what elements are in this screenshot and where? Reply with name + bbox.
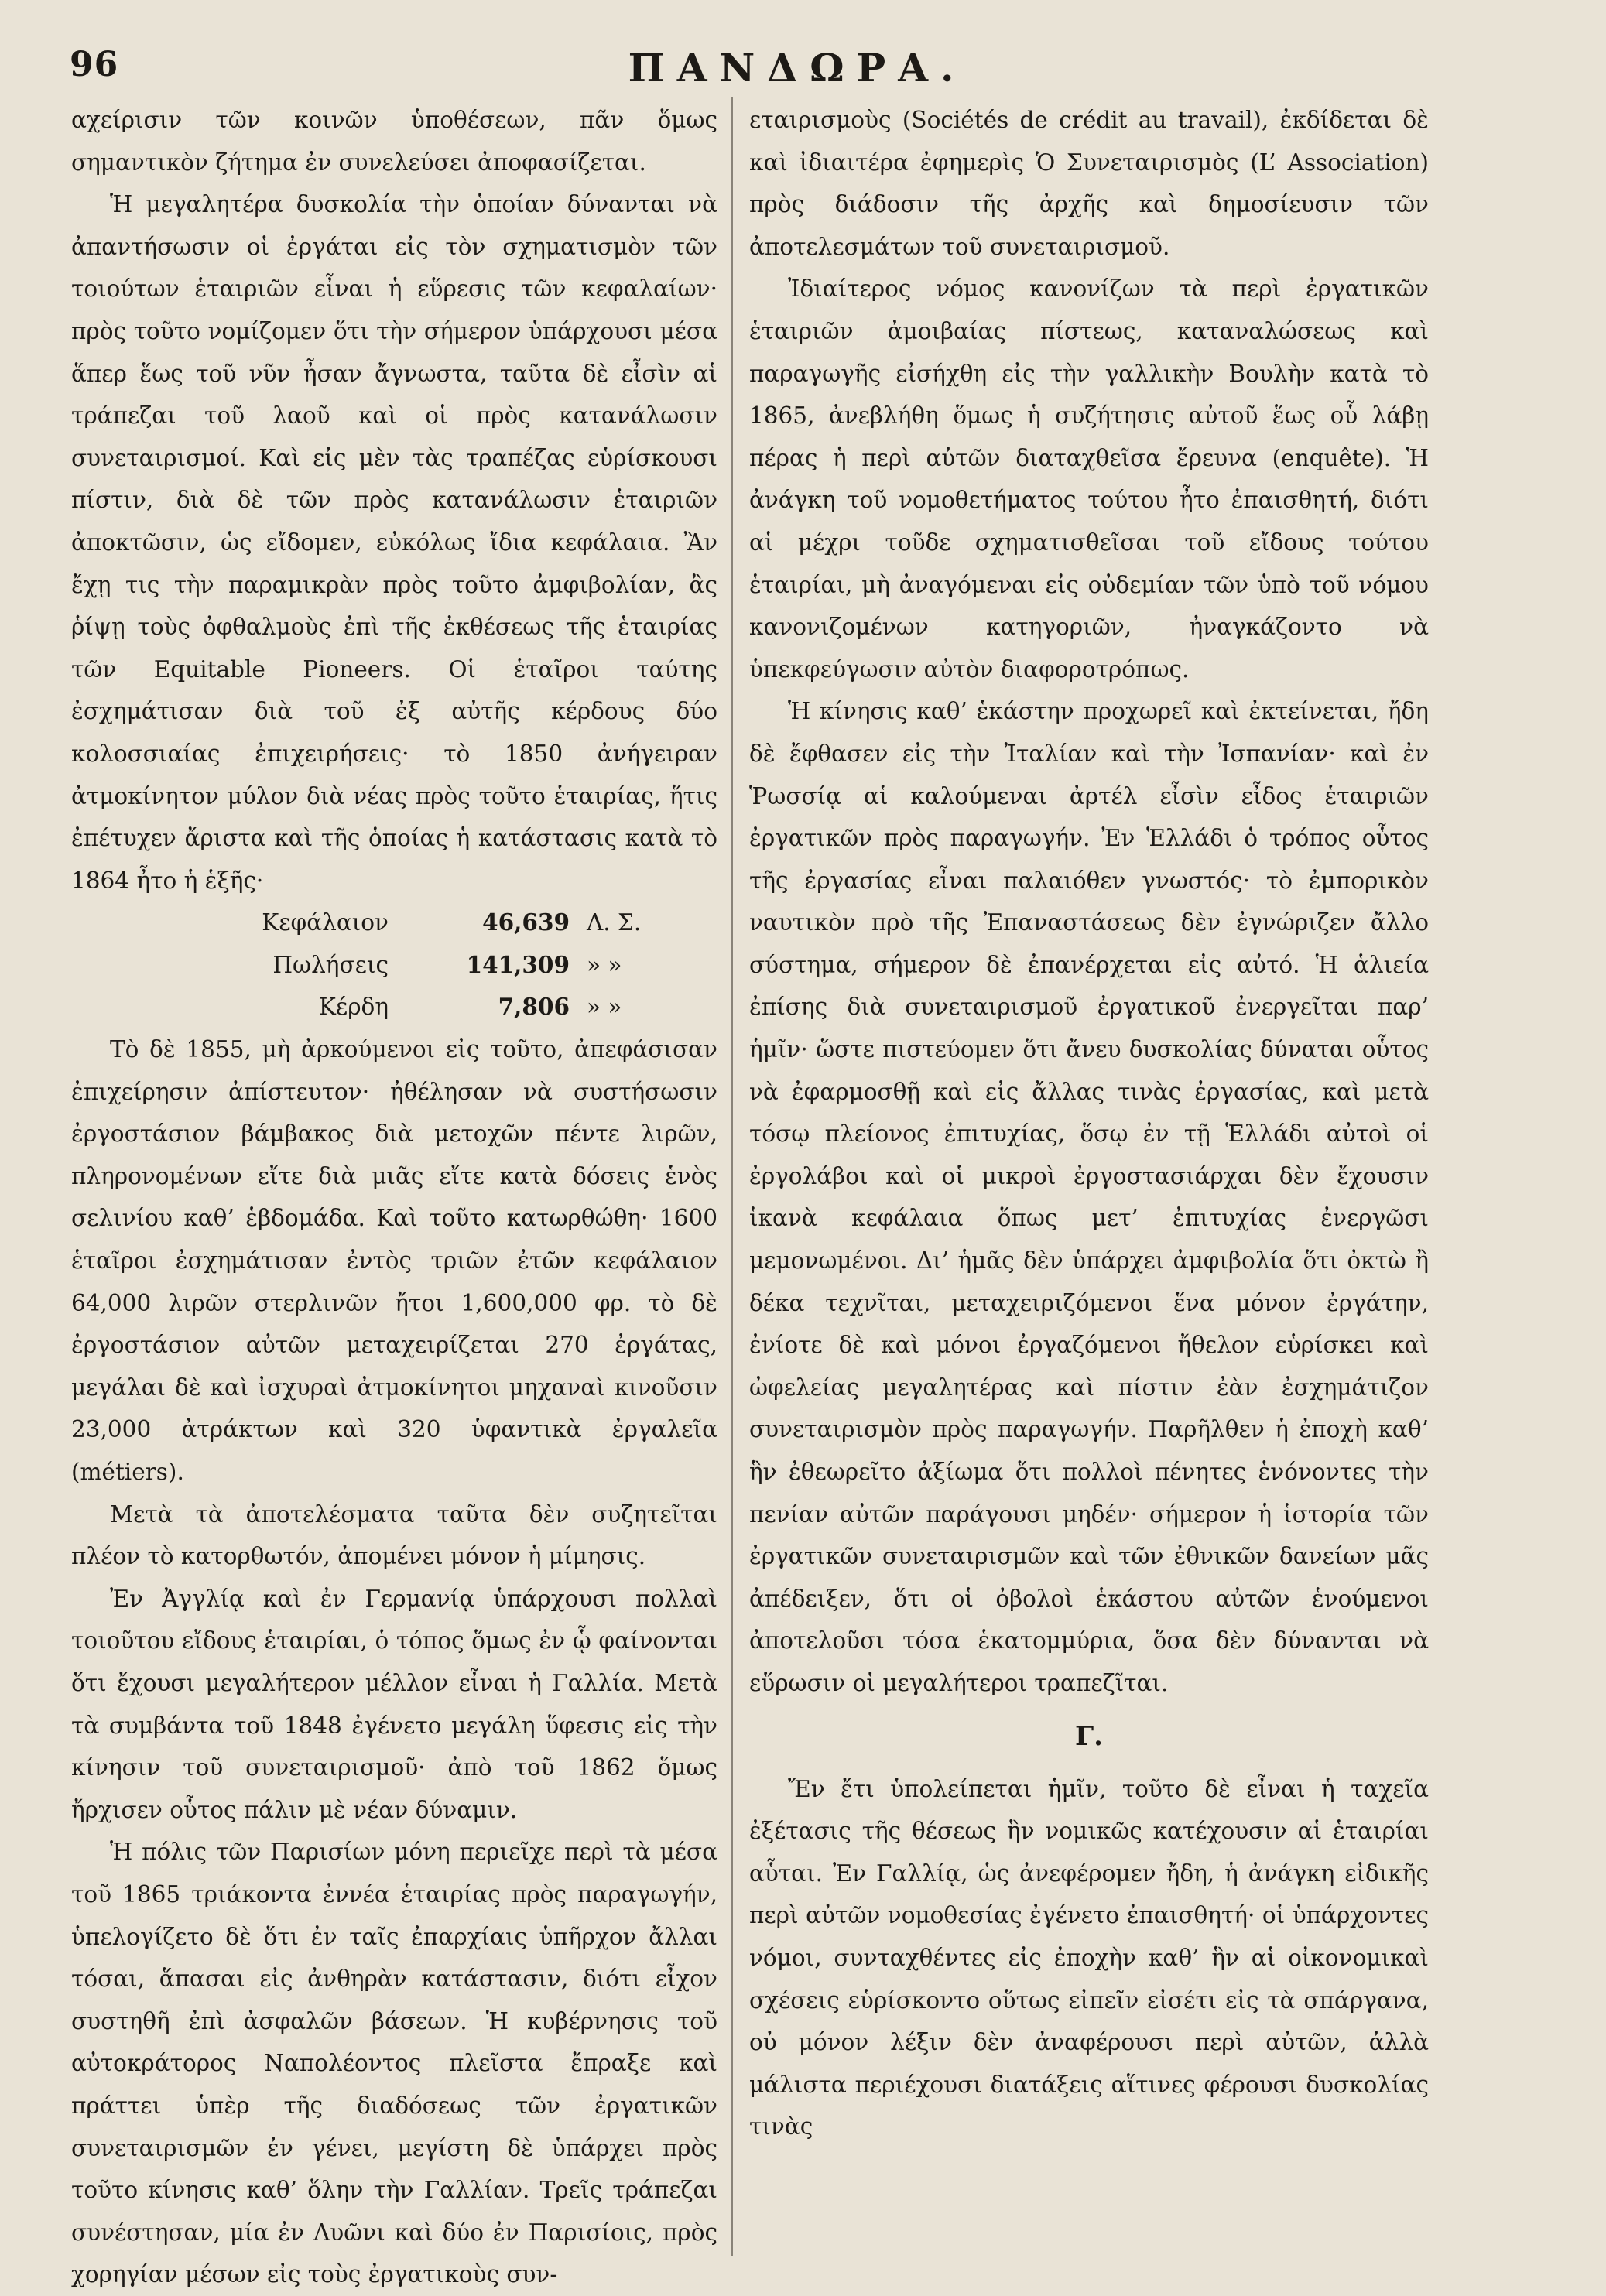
section-heading: Γ. [1075, 1720, 1103, 1752]
table-row [218, 944, 717, 987]
paragraph: Ἡ μεγαλητέρα δυσκολία τὴν ὁποίαν δύνανται νὰ ἀπαντήσωσιν οἱ ἐργάται εἰς τὸν σχηματισμὸν τῶν τοιούτων ἑταιριῶν εἶναι ἡ εὕρεσις τῶν κεφαλαίων· πρὸς τοῦτο νομίζομεν ὅτι τὴν σήμερον ὑπάρχουσι μέσα ἅπερ ἕως τοῦ νῦν ἦσαν ἄγνωστα, ταῦτα δὲ εἶσὶν αἱ τράπεζαι τοῦ λαοῦ καὶ οἱ πρὸς κατανάλωσιν συνεταιρισμοί. Καὶ εἰς μὲν τὰς τραπέζας εὑρίσκουσι πίστιν, διὰ δὲ τῶν πρὸς κατανάλωσιν ἑταιριῶν ἀποκτῶσιν, ὡς εἴδομεν, εὐκόλως ἴδια κεφάλαια. Ἂν ἔχῃ τις τὴν παραμικρὰν πρὸς τοῦτο ἀμφιβολίαν, ἂς ῥίψῃ τοὺς ὀφθαλμοὺς ἐπὶ τῆς ἐκθέσεως τῆς ἑταιρίας τῶν Equitable Pioneers. Οἱ ἑταῖροι ταύτης ἐσχημάτισαν διὰ τοῦ ἐξ αὐτῆς κέρδους δύο κολοσσιαίας ἐπιχειρήσεις· τὸ 1850 ἀνήγειραν ἀτμοκίνητον μύλον διὰ νέας πρὸς τοῦτο ἑταιρίας, ἥτις ἐπέτυχεν ἄριστα καὶ τῆς ὁποίας ἡ κατάστασις κατὰ τὸ 1864 ἦτο ἡ ἑξῆς· [71, 191, 717, 894]
page-header [70, 45, 1432, 99]
table-value: 46,639 [482, 908, 570, 936]
page-number: 96 [70, 45, 119, 84]
paragraph: Ἡ πόλις τῶν Παρισίων μόνη περιεῖχε περὶ τὰ μέσα τοῦ 1865 τριάκοντα ἐννέα ἑταιρίας πρὸς παραγωγήν, ὑπελογίζετο δὲ ὅτι ἐν ταῖς ἐπαρχίαις ὑπῆρχον ἄλλαι τόσαι, ἅπασαι εἰς ἀνθηρὰν κατάστασιν, διότι εἶχον συστηθῆ ἐπὶ ἀσφαλῶν βάσεων. Ἡ κυβέρνησις τοῦ αὐτοκράτορος Ναπολέοντος πλεῖστα ἔπραξε καὶ πράττει ὑπὲρ τῆς διαδόσεως τῶν ἐργατικῶν συνεταιρισμῶν ἐν γένει, μεγίστη δὲ ὑπάρχει πρὸς τοῦτο κίνησις καθ’ ὅλην τὴν Γαλλίαν. Τρεῖς τράπεζαι συνέστησαν, μία ἐν Λυῶνι καὶ δύο ἐν Παρισίοις, πρὸς χορηγίαν μέσων εἰς τοὺς ἐργατικοὺς συν- [71, 1839, 717, 2288]
paragraph: Ἡ κίνησις καθ’ ἑκάστην προχωρεῖ καὶ ἐκτείνεται, ἤδη δὲ ἔφθασεν εἰς τὴν Ἰταλίαν καὶ τὴν Ἰσπανίαν· καὶ ἐν Ῥωσσίᾳ αἱ καλούμεναι ἀρτέλ εἶσὶν εἶδος ἑταιριῶν ἐργατικῶν πρὸς παραγωγήν. Ἐν Ἑλλάδι ὁ τρόπος οὗτος τῆς ἐργασίας εἶναι παλαιόθεν γνωστός· τὸ ἐμπορικὸν ναυτικὸν πρὸ τῆς Ἐπαναστάσεως δὲν ἐγνώριζεν ἄλλο σύστημα, σήμερον δὲ ἐπανέρχεται εἰς αὐτό. Ἡ ἁλιεία ἐπίσης διὰ συνεταιρισμοῦ ἐργατικοῦ ἐνεργεῖται παρ’ ἡμῖν· ὥστε πιστεύομεν ὅτι ἄνευ δυσκολίας δύναται οὗτος νὰ ἐφαρμοσθῇ καὶ εἰς ἄλλας τινὰς ἐργασίας, καὶ μετὰ τόσῳ πλείονος ἐπιτυχίας, ὅσῳ ἐν τῇ Ἑλλάδι αὐτοὶ οἱ ἐργολάβοι καὶ οἱ μικροὶ ἐργοστασιάρχαι δὲν ἔχουσιν ἱκανὰ κεφάλαια ὅπως μετ’ ἐπιτυχίας ἐνεργῶσι μεμονωμένοι. Δι’ ἡμᾶς δὲν ὑπάρχει ἀμφιβολία ὅτι ὀκτὼ ἢ δέκα τεχνῖται, μεταχειριζόμενοι ἕνα μόνον ἐργάτην, ἐνίοτε δὲ καὶ μόνοι ἐργαζόμενοι ἤθελον εὑρίσκει καὶ ὠφελείας μεγαλητέρας καὶ πίστιν ἐὰν ἐσχημάτιζον συνεταιρισμὸν πρὸς παραγωγήν. Παρῆλθεν ἡ ἐποχὴ καθ’ ἣν ἐθεωρεῖτο ἀξίωμα ὅτι πολλοὶ πένητες ἑνόνοντες τὴν πενίαν αὐτῶν παράγουσι μηδέν· σήμερον ἡ ἱστορία τῶν ἐργατικῶν συνεταιρισμῶν καὶ τῶν ἐθνικῶν δανείων μᾶς ἀπέδειξεν, ὅτι οἱ ὀβολοὶ ἑκάστου αὐτῶν ἑνούμενοι ἀποτελοῦσι τόσα ἑκατομμύρια, ὅσα δὲν δύνανται νὰ εὕρωσιν οἱ μεγαλήτεροι τραπεζῖται. [749, 698, 1429, 1696]
table-row [218, 986, 717, 1028]
paragraph: αχείρισιν τῶν κοινῶν ὑποθέσεων, πᾶν ὅμως σημαντικὸν ζήτημα ἐν συνελεύσει ἀποφασίζεται. [71, 107, 717, 176]
right-column [749, 99, 1429, 2148]
paragraph: Τὸ δὲ 1855, μὴ ἀρκούμενοι εἰς τοῦτο, ἀπεφάσισαν ἐπιχείρησιν ἀπίστευτον· ἠθέλησαν νὰ συστήσωσιν ἐργοστάσιον βάμβακος διὰ μετοχῶν πέντε λιρῶν, πληρονομένων εἴτε διὰ μιᾶς εἴτε κατὰ δόσεις ἑνὸς σελινίου καθ’ ἑβδομάδα. Καὶ τοῦτο κατωρθώθη· 1600 ἑταῖροι ἐσχημάτισαν ἐντὸς τριῶν ἐτῶν κεφάλαιον 64,000 λιρῶν στερλινῶν ἤτοι 1,600,000 φρ. τὸ δὲ ἐργοστάσιον αὐτῶν μεταχειρίζεται 270 ἐργάτας, μεγάλαι δὲ καὶ ἰσχυραὶ ἀτμοκίνητοι μηχαναὶ κινοῦσιν 23,000 ἀτράκτων καὶ 320 ὑφαντικὰ ἐργαλεῖα (métiers). [71, 1036, 717, 1485]
table-unit: » » [587, 994, 622, 1021]
table-unit: » » [587, 951, 622, 978]
table-label: Κέρδη [318, 994, 389, 1021]
paragraph: εταιρισμοὺς (Sociétés de crédit au travail), ἐκδίδεται δὲ καὶ ἰδιαιτέρα ἐφημερὶς Ὁ Συνεταιρισμὸς (L’ Association) πρὸς διάδοσιν τῆς ἀρχῆς καὶ δημοσίευσιν τῶν ἀποτελεσμάτων τοῦ συνεταιρισμοῦ. [749, 107, 1429, 260]
paragraph: Ἔν ἔτι ὑπολείπεται ἡμῖν, τοῦτο δὲ εἶναι ἡ ταχεῖα ἐξέτασις τῆς θέσεως ἣν νομικῶς κατέχουσιν αἱ ἑταιρίαι αὗται. Ἐν Γαλλίᾳ, ὡς ἀνεφέρομεν ἤδη, ἡ ἀνάγκη εἰδικῆς περὶ αὐτῶν νομοθεσίας ἐγένετο ἐπαισθητή· οἱ ὑπάρχοντες νόμοι, συνταχθέντες εἰς ἐποχὴν καθ’ ἣν αἱ οἰκονομικαὶ σχέσεις εὑρίσκοντο οὕτως εἰπεῖν εἰσέτι εἰς τὰ σπάργανα, οὐ μόνον λέξιν δὲν ἀναφέρουσι περὶ αὐτῶν, ἀλλὰ μάλιστα περιέχουσι διατάξεις αἵτινες φέρουσι δυσκολίας τινὰς [749, 1775, 1429, 2140]
table-value: 7,806 [498, 993, 570, 1021]
table-label: Πωλήσεις [272, 951, 389, 978]
paragraph: Μετὰ τὰ ἀποτελέσματα ταῦτα δὲν συζητεῖται πλέον τὸ κατορθωτόν, ἀπομένει μόνον ἡ μίμησις. [71, 1500, 717, 1570]
table-value: 141,309 [466, 950, 570, 978]
table-unit: Λ. Σ. [587, 909, 642, 936]
table-row [218, 902, 717, 944]
running-title: ΠΑΝΔΩΡΑ. [628, 45, 967, 91]
column-divider [731, 97, 733, 2256]
paragraph: Ἰδιαίτερος νόμος κανονίζων τὰ περὶ ἐργατικῶν ἑταιριῶν ἀμοιβαίας πίστεως, καταναλώσεως καὶ παραγωγῆς εἰσήχθη εἰς τὴν γαλλικὴν Βουλὴν κατὰ τὸ 1865, ἀνεβλήθη ὅμως ἡ συζήτησις αὐτοῦ ἕως οὗ λάβῃ πέρας ἡ περὶ αὐτῶν διαταχθεῖσα ἔρευνα (enquête). Ἡ ἀνάγκη τοῦ νομοθετήματος τούτου ἦτο ἐπαισθητή, διότι αἱ μέχρι τοῦδε σχηματισθεῖσαι τοῦ εἴδους τούτου ἑταιρίαι, μὴ ἀναγόμεναι εἰς οὐδεμίαν τῶν ὑπὸ τοῦ νόμου κανονιζομένων κατηγοριῶν, ἠναγκάζοντο νὰ ὑπεκφεύγωσιν αὐτὸν διαφοροτρόπως. [749, 275, 1429, 683]
left-column [71, 99, 717, 2296]
paragraph: Ἐν Ἀγγλίᾳ καὶ ἐν Γερμανίᾳ ὑπάρχουσι πολλαὶ τοιοῦτου εἴδους ἑταιρίαι, ὁ τόπος ὅμως ἐν ᾧ φαίνονται ὅτι ἔχουσι μεγαλήτερον μέλλον εἶναι ἡ Γαλλία. Μετὰ τὰ συμβάντα τοῦ 1848 ἐγένετο μεγάλη ὕφεσις εἰς τὴν κίνησιν τοῦ συνεταιρισμοῦ· ἀπὸ τοῦ 1862 ὅμως ἤρχισεν οὗτος πάλιν μὲ νέαν δύναμιν. [71, 1585, 717, 1823]
financial-table [71, 902, 717, 1028]
table-label: Κεφάλαιον [262, 909, 389, 936]
